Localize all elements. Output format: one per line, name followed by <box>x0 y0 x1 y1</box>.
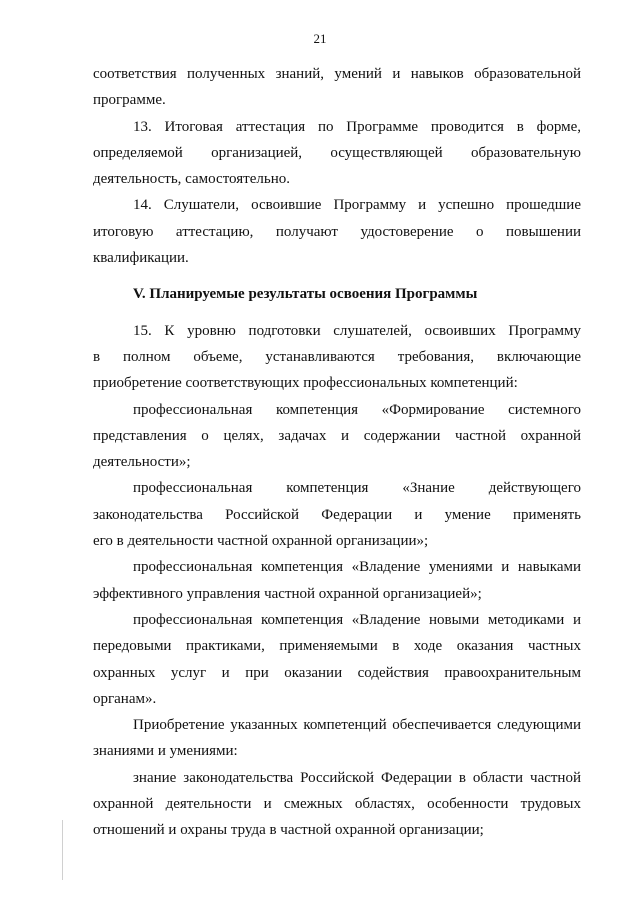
margin-scan-mark <box>62 820 63 880</box>
paragraph-item-14 <box>93 192 581 271</box>
text-line: деятельности»; <box>93 454 191 471</box>
paragraph-item-15 <box>93 318 581 397</box>
section-heading: V. Планируемые результаты освоения Программы <box>133 286 478 303</box>
text-line: знание законодательства Российской Федерации в области частной <box>133 769 581 786</box>
competence-item <box>93 607 581 712</box>
text-line: итоговую аттестацию, получают удостоверение о повышении <box>93 223 581 240</box>
text-line: охранных услуг и при оказании содействия правоохранительным <box>93 664 581 681</box>
text-line: профессиональная компетенция «Владение новыми методиками и <box>133 611 581 628</box>
text-line: 15. К уровню подготовки слушателей, освоивших Программу <box>133 322 581 339</box>
paragraph-continuation <box>93 61 581 114</box>
text-line: профессиональная компетенция «Формирование системного <box>133 401 581 418</box>
document-body <box>93 61 581 844</box>
text-line: определяемой организацией, осуществляющей образовательную <box>93 144 581 161</box>
text-line: законодательства Российской Федерации и умение применять <box>93 506 581 523</box>
page-number: 21 <box>313 31 327 46</box>
competence-item <box>93 475 581 554</box>
competence-item <box>93 554 581 607</box>
text-line: эффективного управления частной охранной организацией»; <box>93 585 482 602</box>
text-line: программе. <box>93 92 166 109</box>
text-line: профессиональная компетенция «Знание действующего <box>133 480 581 497</box>
text-line: профессиональная компетенция «Владение умениями и навыками <box>133 559 581 576</box>
text-line: приобретение соответствующих профессиональных компетенций: <box>93 375 518 392</box>
text-line: знаниями и умениями: <box>93 743 238 760</box>
text-line: соответствия полученных знаний, умений и навыков образовательной <box>93 66 581 82</box>
text-line: его в деятельности частной охранной организации»; <box>93 533 429 550</box>
text-line: 13. Итоговая аттестация по Программе проводится в форме, <box>133 118 581 135</box>
text-line: охранной деятельности и смежных областях, особенности трудовых <box>93 796 581 813</box>
paragraph-acquisition <box>93 712 581 765</box>
text-line: Приобретение указанных компетенций обеспечивается следующими <box>133 717 581 734</box>
competence-item <box>93 397 581 476</box>
text-line: органам». <box>93 690 157 707</box>
text-line: в полном объеме, устанавливаются требования, включающие <box>93 348 581 365</box>
text-line: деятельность, самостоятельно. <box>93 171 290 188</box>
text-line: представления о целях, задачах и содержании частной охранной <box>93 427 581 444</box>
text-line: передовыми практиками, применяемыми в ходе оказания частных <box>93 638 581 655</box>
paragraph-item-13 <box>93 114 581 193</box>
text-line: квалификации. <box>93 250 189 267</box>
text-line: отношений и охраны труда в частной охранной организации; <box>93 822 484 839</box>
knowledge-item <box>93 765 581 844</box>
text-line: 14. Слушатели, освоившие Программу и успешно прошедшие <box>133 197 581 214</box>
